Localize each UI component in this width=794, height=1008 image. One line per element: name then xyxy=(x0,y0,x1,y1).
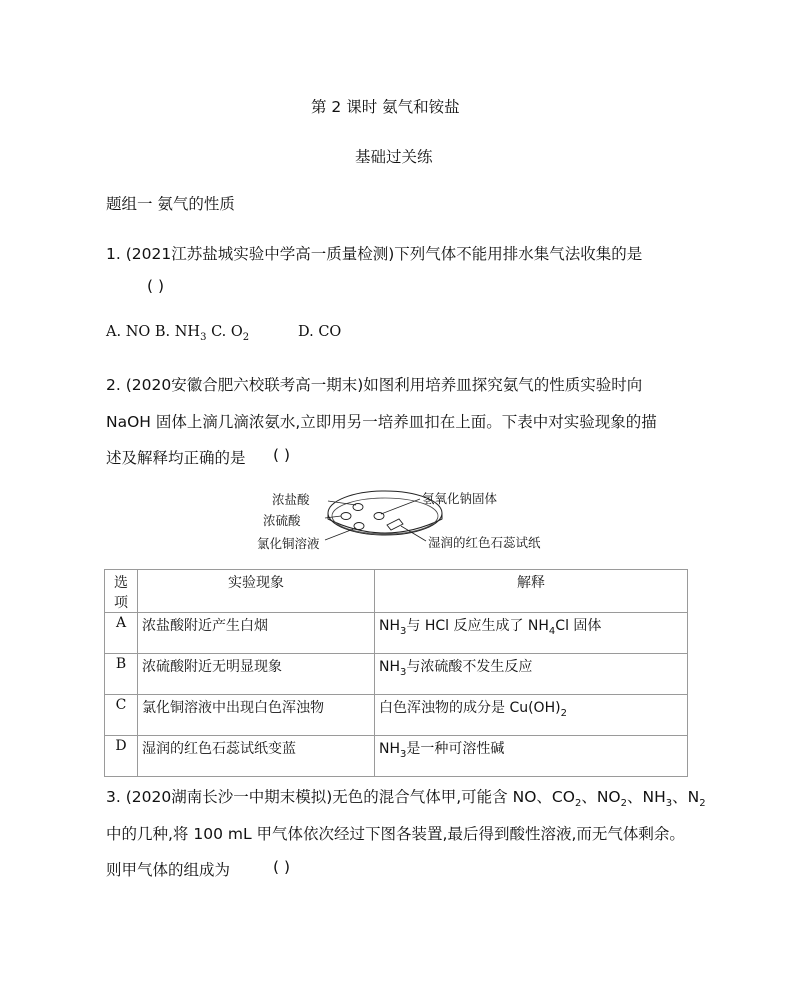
q1-answer-blank: ( ) xyxy=(147,277,165,295)
explanation-text: NH xyxy=(379,659,400,675)
explanation-cell xyxy=(375,695,688,736)
q3-line-3: 则甲气体的组成为 xyxy=(106,861,231,879)
subscript: 3 xyxy=(200,331,207,343)
explanation-cell xyxy=(375,613,688,654)
section-title: 基础过关练 xyxy=(355,148,433,166)
q3-text: 、NO xyxy=(581,788,621,806)
dish-side xyxy=(328,513,442,533)
q2-line-3: 述及解释均正确的是 xyxy=(106,449,246,467)
q2-options-table xyxy=(104,569,688,777)
subscript: 2 xyxy=(242,331,250,343)
q3-line-1 xyxy=(106,785,706,809)
subscript: 4 xyxy=(548,625,556,637)
leader-cucl2 xyxy=(325,528,356,540)
option-letter: C xyxy=(105,695,138,736)
q1-option-text: A. NO B. NH xyxy=(106,324,201,340)
option-letter: D xyxy=(105,736,138,777)
explanation-cell xyxy=(375,736,688,777)
q1-option-d: D. CO xyxy=(298,324,342,340)
q2-answer-blank: ( ) xyxy=(273,446,291,464)
q2-line-1: 2. (2020安徽合肥六校联考高一期末)如图利用培养皿探究氨气的性质实验时向 xyxy=(106,376,643,394)
petri-dish-figure xyxy=(255,485,555,555)
label-naoh: 氢氧化钠固体 xyxy=(422,491,498,506)
group-title: 题组一 氨气的性质 xyxy=(106,195,235,213)
table-header-explanation: 解释 xyxy=(375,570,688,613)
q1-option-text: C. O xyxy=(206,324,243,340)
subscript: 3 xyxy=(665,798,673,810)
subscript: 2 xyxy=(560,707,567,719)
subscript: 2 xyxy=(620,798,627,810)
table-row xyxy=(105,654,688,695)
label-h2so4: 浓硫酸 xyxy=(263,513,301,528)
table-row xyxy=(105,695,688,736)
explanation-text: 白色浑浊物的成分是 Cu(OH) xyxy=(379,700,561,716)
option-letter: B xyxy=(105,654,138,695)
table-row xyxy=(105,613,688,654)
q1-options-abc xyxy=(106,324,249,343)
q1-stem: 1. (2021江苏盐城实验中学高一质量检测)下列气体不能用排水集气法收集的是 xyxy=(106,245,643,263)
label-hcl: 浓盐酸 xyxy=(272,492,310,507)
explanation-text: NH xyxy=(379,741,400,757)
q3-text: 、NH xyxy=(626,788,666,806)
q3-text: 3. (2020湖南长沙一中期末模拟)无色的混合气体甲,可能含 NO、CO xyxy=(106,788,575,806)
q3-text: 、N xyxy=(672,788,700,806)
explanation-text: Cl 固体 xyxy=(555,618,602,634)
phenomenon-cell: 浓盐酸附近产生白烟 xyxy=(138,613,375,654)
explanation-text: 与 HCl 反应生成了 NH xyxy=(406,618,549,634)
explanation-text: 是一种可溶性碱 xyxy=(406,741,505,757)
explanation-text: 与浓硫酸不发生反应 xyxy=(406,659,533,675)
subscript: 3 xyxy=(400,748,407,760)
table-header-option: 选项 xyxy=(105,570,138,613)
q3-answer-blank: ( ) xyxy=(273,858,291,876)
q2-line-2: NaOH 固体上滴几滴浓氨水,立即用另一培养皿扣在上面。下表中对实验现象的描 xyxy=(106,413,657,431)
lesson-title: 第 2 课时 氨气和铵盐 xyxy=(311,98,460,116)
option-letter: A xyxy=(105,613,138,654)
phenomenon-cell: 氯化铜溶液中出现白色浑浊物 xyxy=(138,695,375,736)
litmus-paper xyxy=(387,519,403,530)
h2so4-drop xyxy=(341,513,351,520)
leader-naoh xyxy=(381,499,420,514)
subscript: 3 xyxy=(400,625,407,637)
table-header-row xyxy=(105,570,688,613)
subscript: 2 xyxy=(699,798,706,810)
leader-h2so4 xyxy=(325,516,341,518)
phenomenon-cell: 浓硫酸附近无明显现象 xyxy=(138,654,375,695)
label-cucl2: 氯化铜溶液 xyxy=(257,536,320,551)
phenomenon-cell: 湿润的红色石蕊试纸变蓝 xyxy=(138,736,375,777)
explanation-cell xyxy=(375,654,688,695)
table-header-phenomenon: 实验现象 xyxy=(138,570,375,613)
subscript: 2 xyxy=(574,798,582,810)
label-litmus: 湿润的红色石蕊试纸 xyxy=(428,535,541,550)
table-row xyxy=(105,736,688,777)
explanation-text: NH xyxy=(379,618,400,634)
subscript: 3 xyxy=(400,666,407,678)
q3-line-2: 中的几种,将 100 mL 甲气体依次经过下图各装置,最后得到酸性溶液,而无气体剩余。 xyxy=(106,825,685,843)
